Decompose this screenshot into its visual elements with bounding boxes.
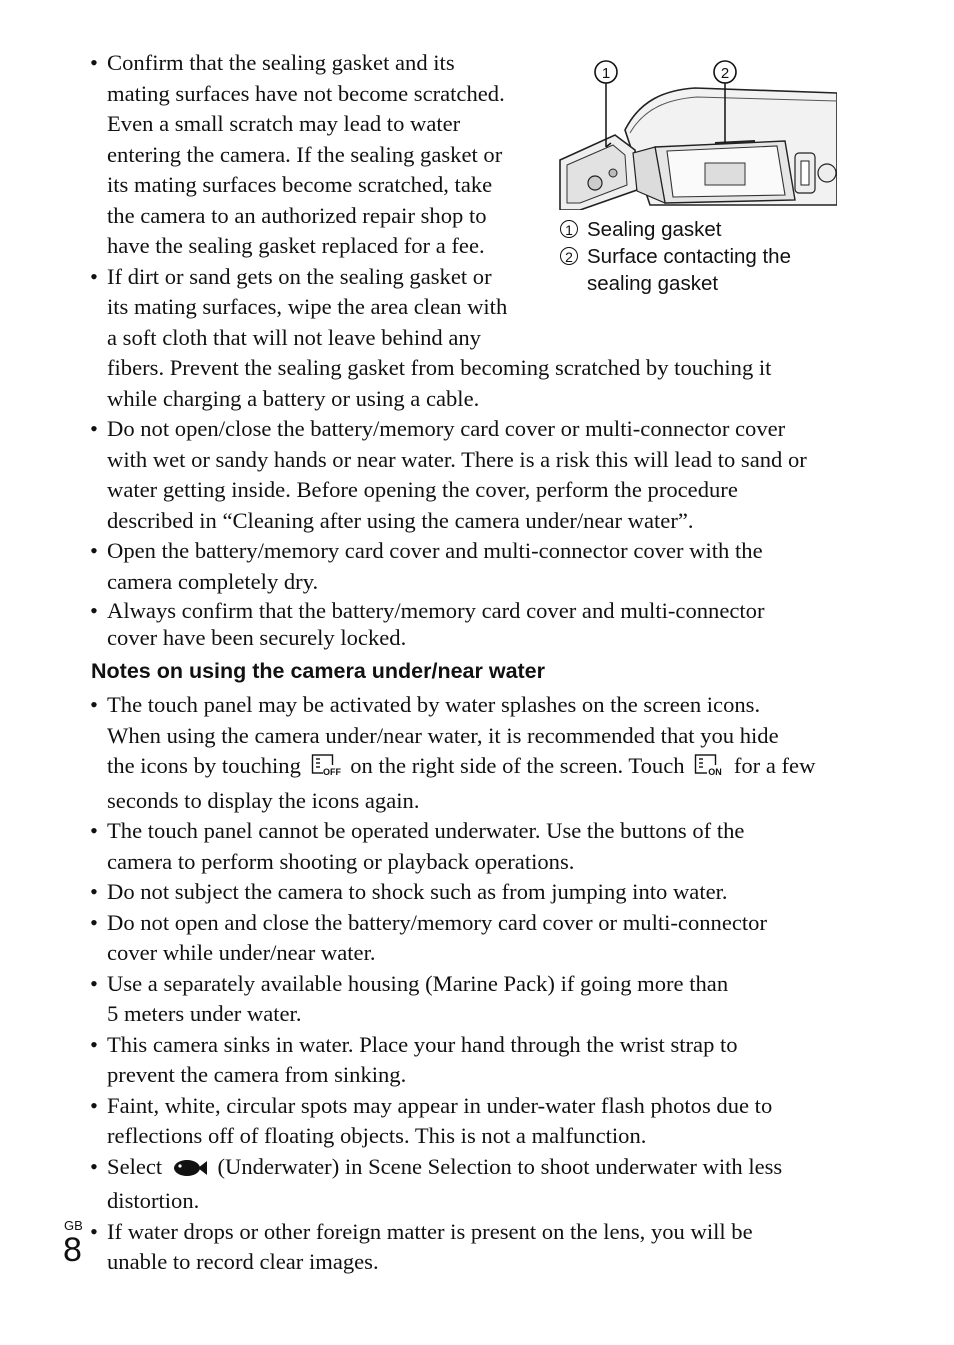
bullet-line: Always confirm that the battery/memory card cover and multi-connector: [107, 598, 765, 623]
page-region-label: GB: [64, 1218, 83, 1233]
underwater-fish-icon: [172, 1156, 208, 1187]
list-item: • The touch panel may be activated by water splashes on the screen icons. When using the camera under/near water, it is recommended that you hide the icons by touching OFF on the right side of the screen. Touch ON for a few seconds to display the icons again.: [90, 690, 850, 816]
bullet-line: This camera sinks in water. Place your hand through the wrist strap to: [107, 1031, 738, 1057]
bullet-line: Do not subject the camera to shock such as from jumping into water.: [107, 879, 728, 904]
bullet-line: cover while under/near water.: [107, 940, 376, 965]
bullet-line: [107, 1152, 850, 1187]
water-notes-list: [90, 690, 850, 1278]
bullet-line: Confirm that the sealing gasket and its: [107, 50, 455, 75]
bullet-line: fibers. Prevent the sealing gasket from becoming scratched by touching it: [107, 355, 772, 380]
bullet-line: unable to record clear images.: [107, 1249, 379, 1274]
bullet-text: for a few: [733, 753, 816, 778]
bullet-line: cover have been securely locked.: [107, 625, 407, 650]
off-icon-label: OFF: [322, 767, 341, 777]
bullet-text: Select: [107, 1153, 163, 1179]
bullet-line: with wet or sandy hands or near water. There is a risk this will lead to sand or: [107, 446, 807, 472]
list-item: • This camera sinks in water. Place your hand through the wrist strap to prevent the camera from sinking.: [90, 1030, 850, 1091]
bullet-line: seconds to display the icons again.: [107, 787, 420, 813]
bullet-line: 5 meters under water.: [107, 1001, 302, 1026]
list-item: • Use a separately available housing (Marine Pack) if going more than 5 meters under water.: [90, 969, 850, 1030]
page-number: 8: [63, 1231, 82, 1269]
bullet-line: Faint, white, circular spots may appear in under-water flash photos due to: [107, 1092, 773, 1118]
list-item: • Do not subject the camera to shock such as from jumping into water.: [90, 877, 850, 908]
bullet-line: [107, 751, 850, 786]
bullet-line: the camera to an authorized repair shop to: [107, 202, 487, 228]
list-item: • Do not open/close the battery/memory card cover or multi-connector cover with wet or sandy hands or near water. There is a risk this will lead to sand or water getting inside. Before opening the cover, perform the procedure described in “Cleaning after using the camera under/near water”.: [90, 414, 850, 536]
bullet-line: mating surfaces have not become scratched.: [107, 80, 505, 106]
on-icon-label: ON: [708, 767, 722, 777]
bullet-line: a soft cloth that will not leave behind any: [107, 324, 481, 350]
list-item: • Open the battery/memory card cover and multi-connector cover with the camera completely dry.: [90, 536, 850, 597]
bullet-line: The touch panel may be activated by water splashes on the screen icons.: [107, 692, 761, 717]
callout-2-label: 2: [720, 65, 730, 82]
bullet-line: If water drops or other foreign matter is present on the lens, you will be: [107, 1218, 753, 1244]
caption-text: Sealing gasket: [587, 218, 722, 241]
bullet-line: while charging a battery or using a cable.: [107, 385, 480, 411]
caption-number: 2: [560, 247, 578, 265]
bullet-line: distortion.: [107, 1188, 200, 1213]
bullet-line: its mating surfaces, wipe the area clean with: [107, 294, 508, 319]
caption-number: 1: [560, 220, 578, 238]
bullet-line: Do not open and close the battery/memory card cover or multi-connector: [107, 909, 768, 935]
gasket-bullet-list: [90, 48, 850, 651]
list-item: • Faint, white, circular spots may appear in under-water flash photos due to reflections off of floating objects. This is not a malfunction.: [90, 1091, 850, 1152]
bullet-line: have the sealing gasket replaced for a fee.: [107, 233, 485, 258]
bullet-line: Do not open/close the battery/memory card cover or multi-connector cover: [107, 416, 786, 441]
bullet-text: (Underwater) in Scene Selection to shoot underwater with less: [217, 1153, 783, 1179]
list-item: • Always confirm that the battery/memory card cover and multi-connector cover have been securely locked.: [90, 597, 850, 651]
bullet-line: Open the battery/memory card cover and multi-connector cover with the: [107, 538, 763, 563]
list-item: • Select (Underwater) in Scene Selection to shoot underwater with less distortion.: [90, 1152, 850, 1217]
bullet-text: on the right side of the screen. Touch: [350, 753, 685, 778]
bullet-line: its mating surfaces become scratched, take: [107, 172, 493, 197]
bullet-line: prevent the camera from sinking.: [107, 1062, 407, 1087]
bullet-line: described in “Cleaning after using the camera under/near water”.: [107, 507, 694, 533]
bullet-line: Use a separately available housing (Marine Pack) if going more than: [107, 970, 729, 996]
bullet-line: The touch panel cannot be operated underwater. Use the buttons of the: [107, 818, 745, 843]
list-item: • Do not open and close the battery/memory card cover or multi-connector cover while under/near water.: [90, 908, 850, 969]
bullet-line: water getting inside. Before opening the cover, perform the procedure: [107, 477, 738, 502]
bullet-line: camera to perform shooting or playback operations.: [107, 848, 575, 874]
bullet-text: the icons by touching: [107, 753, 301, 778]
bullet-line: Even a small scratch may lead to water: [107, 111, 461, 136]
callout-1-label: 1: [601, 65, 611, 82]
section-heading: Notes on using the camera under/near water: [91, 659, 546, 683]
hide-icons-off-icon: [311, 753, 341, 786]
hide-icons-on-icon: [694, 753, 724, 786]
caption-text: Surface contacting the sealing gasket: [587, 245, 791, 295]
list-item: • If water drops or other foreign matter is present on the lens, you will be unable to record clear images.: [90, 1217, 850, 1278]
list-item: • The touch panel cannot be operated underwater. Use the buttons of the camera to perform shooting or playback operations.: [90, 816, 850, 877]
list-item: • If dirt or sand gets on the sealing gasket or its mating surfaces, wipe the area clean with a soft cloth that will not leave behind any fibers. Prevent the sealing gasket from becoming scratched by touching it while charging a battery or using a cable.: [90, 262, 850, 415]
list-item: • Confirm that the sealing gasket and its mating surfaces have not become scratched. Even a small scratch may lead to water entering the camera. If the sealing gasket or its mating surfaces become scratched, take the camera to an authorized repair shop to have the sealing gasket replaced for a fee.: [90, 48, 850, 262]
bullet-line: entering the camera. If the sealing gasket or: [107, 141, 503, 167]
bullet-line: If dirt or sand gets on the sealing gasket or: [107, 263, 492, 289]
bullet-line: camera completely dry.: [107, 568, 319, 594]
bullet-line: reflections off of floating objects. This is not a malfunction.: [107, 1123, 647, 1148]
bullet-line: When using the camera under/near water, it is recommended that you hide: [107, 722, 779, 748]
